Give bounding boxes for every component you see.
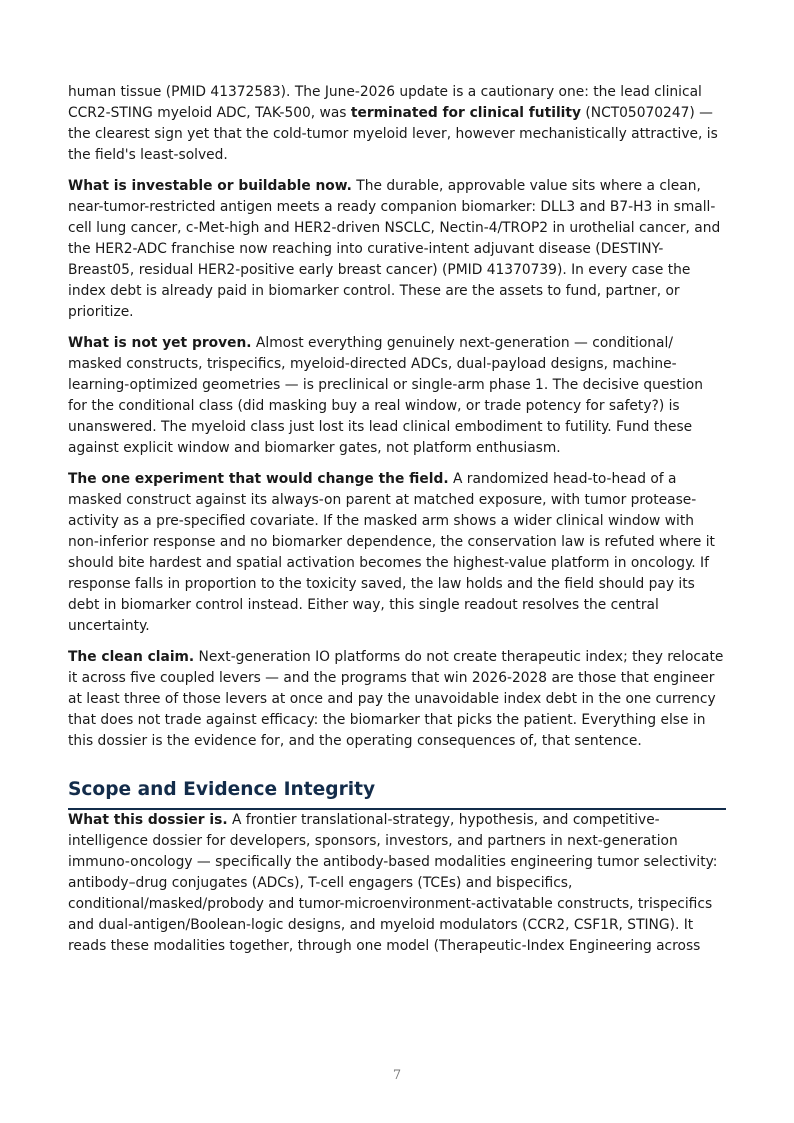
section-heading: Scope and Evidence Integrity [68, 778, 726, 810]
paragraph-lead: What this dossier is. [68, 812, 228, 828]
document-page [68, 82, 726, 967]
paragraph [68, 333, 726, 459]
emphasis-text: terminated for clinical futility [350, 105, 581, 121]
paragraph [68, 176, 726, 323]
paragraph-text: human tissue (PMID 41372583). The June-2026 update is a cautionary one: the lead clinical CCR2-STING myeloid ADC, TAK-500, was [68, 84, 702, 121]
section-body [68, 810, 726, 957]
paragraph [68, 647, 726, 752]
paragraph-lead: The one experiment that would change the field. [68, 471, 449, 487]
paragraph [68, 469, 726, 637]
paragraph-text: Almost everything genuinely next-generation — conditional/ masked constructs, trispecifics, myeloid-directed ADCs, dual-payload designs, machine-learning-optimized geometries — is preclinical or single-arm phase 1. The decisive question for the conditional class (did masking buy a real window, or trade potency for safety?) is unanswered. The myeloid class just lost its lead clinical embodiment to futility. Fund these against explicit window and biomarker gates, not platform enthusiasm. [68, 335, 703, 456]
page-number: 7 [392, 1068, 402, 1083]
paragraph [68, 82, 726, 166]
paragraph-lead: What is not yet proven. [68, 335, 252, 351]
paragraph-text: A randomized head-to-head of a masked construct against its always-on parent at matched exposure, with tumor protease-activity as a pre-specified covariate. If the masked arm shows a wider clinical window with non-inferior response and no biomarker dependence, the conservation law is refuted where it should bite hardest and spatial activation becomes the highest-value platform in oncology. If response falls in proportion to the toxicity saved, the law holds and the field should pay its debt in biomarker control instead. Either way, this single readout resolves the central uncertainty. [68, 471, 715, 634]
body-paragraphs [68, 82, 726, 752]
paragraph-text: A frontier translational-strategy, hypothesis, and competitive-intelligence dossier for developers, sponsors, investors, and partners in next-generation immuno-oncology — specifically the antibody-based modalities engineering tumor selectivity: antibody–drug conjugates (ADCs), T-cell engagers (TCEs) and bispecifics, conditional/masked/probody and tumor-microenvironment-activatable constructs, trispecifics and dual-antigen/Boolean-logic designs, and myeloid modulators (CCR2, CSF1R, STING). It reads these modalities together, through one model (Therapeutic-Index Engineering across [68, 812, 718, 954]
paragraph-text: (NCT05070247) — the clearest sign yet that the cold-tumor myeloid lever, however mechanistically attractive, is the field's least-solved. [68, 105, 718, 163]
paragraph [68, 810, 726, 957]
paragraph-text: The durable, approvable value sits where a clean, near-tumor-restricted antigen meets a ready companion biomarker: DLL3 and B7-H3 in small-cell lung cancer, c-Met-high and HER2-driven NSCLC, Nectin-4/TROP2 in urothelial cancer, and the HER2-ADC franchise now reaching into curative-intent adjuvant disease (DESTINY-Breast05, residual HER2-positive early breast cancer) (PMID 41370739). In every case the index debt is already paid in biomarker control. These are the assets to fund, partner, or prioritize. [68, 178, 721, 320]
paragraph-lead: The clean claim. [68, 649, 195, 665]
paragraph-lead: What is investable or buildable now. [68, 178, 352, 194]
paragraph-text: Next-generation IO platforms do not create therapeutic index; they relocate it across five coupled levers — and the programs that win 2026-2028 are those that engineer at least three of those levers at once and pay the unavoidable index debt in the one currency that does not trade against efficacy: the biomarker that picks the patient. Everything else in this dossier is the evidence for, and the operating consequences of, that sentence. [68, 649, 724, 749]
